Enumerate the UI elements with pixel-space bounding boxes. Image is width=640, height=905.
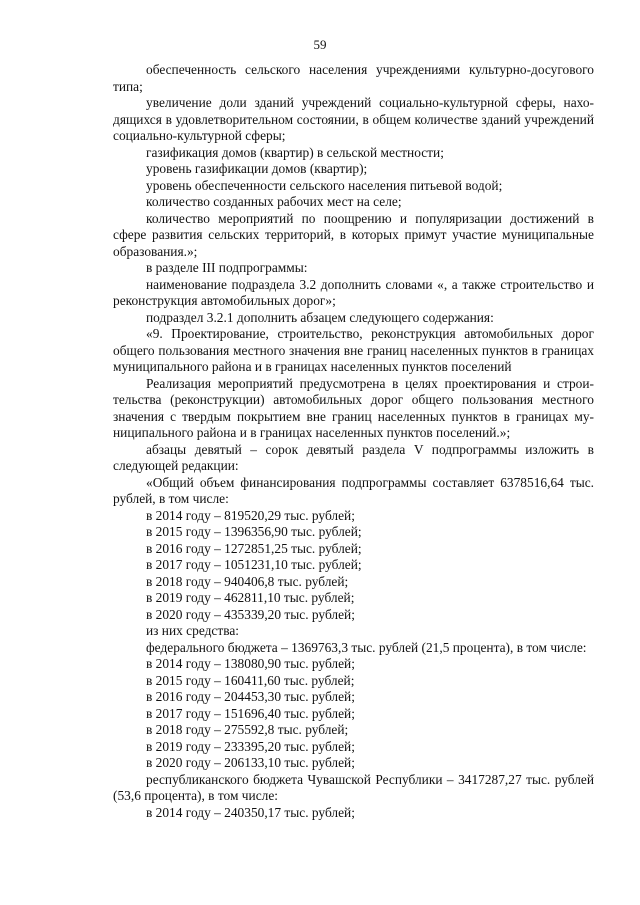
page-number: 59 <box>313 37 327 52</box>
paragraph: обеспеченность сельского населения учреждениями культурно-досугового типа; <box>113 62 594 94</box>
list-item: в 2014 году – 819520,29 тыс. рублей; <box>146 507 355 523</box>
paragraph: абзацы девятый – сорок девятый раздела V подпрограммы изложить в следующей редакции: <box>113 441 594 473</box>
list-item: в 2020 году – 435339,20 тыс. рублей; <box>146 606 355 622</box>
paragraph: в разделе III подпрограммы: <box>146 260 308 275</box>
list-item: в 2014 году – 240350,17 тыс. рублей; <box>146 804 355 820</box>
list-item: в 2016 году – 204453,30 тыс. рублей; <box>146 689 355 704</box>
list-item: в 2020 году – 206133,10 тыс. рублей; <box>146 755 355 770</box>
list-item: в 2015 году – 1396356,90 тыс. рублей; <box>146 524 362 539</box>
list-item: в 2018 году – 940406,8 тыс. рублей; <box>146 573 349 589</box>
paragraph: «Общий объем финансирования подпрограммы составляет 6378516,64 тыс. рублей, в том числе: <box>113 474 594 506</box>
list-item: в 2017 году – 151696,40 тыс. рублей; <box>146 705 355 721</box>
paragraph: подраздел 3.2.1 дополнить абзацем следующего содержания: <box>146 309 494 325</box>
list-item: в 2018 году – 275592,8 тыс. рублей; <box>146 722 349 737</box>
list-item: в 2015 году – 160411,60 тыс. рублей; <box>146 672 355 688</box>
paragraph: уровень газификации домов (квартир); <box>146 161 368 176</box>
document-body <box>113 62 594 821</box>
paragraph: количество мероприятий по поощрению и популяризации достижений в сфере развития сельских территорий, в которых примут участие муниципальные образования.»; <box>113 210 594 259</box>
list-item: в 2016 году – 1272851,25 тыс. рублей; <box>146 540 362 556</box>
paragraph: из них средства: <box>146 623 240 638</box>
paragraph: «9. Проектирование, строительство, реконструкция автомобильных дорог общего пользования местного значения вне границ населенных пунктов в границах муниципального района и в границах населенных пунктов поселений <box>113 326 594 374</box>
paragraph: наименование подраздела 3.2 дополнить словами «, а также строительство и реконструкция автомобильных дорог»; <box>113 276 594 308</box>
list-item: в 2017 году – 1051231,10 тыс. рублей; <box>146 557 362 572</box>
list-item: в 2019 году – 462811,10 тыс. рублей; <box>146 590 355 605</box>
paragraph: увеличение доли зданий учреждений социально-культурной сферы, находящихся в удовлетворительном состоянии, в общем количестве зданий учреждений социально-культурной сферы; <box>113 95 594 143</box>
list-item: в 2019 году – 233395,20 тыс. рублей; <box>146 738 355 754</box>
paragraph: республиканского бюджета Чувашской Республики – 3417287,27 тыс. рублей (53,6 процента), в том числе: <box>113 771 594 803</box>
paragraph: Реализация мероприятий предусмотрена в целях проектирования и строительства (реконструкции) автомобильных дорог общего пользования местного значения с твердым покрытием вне границ населенных пунктов в границах муниципального района и в границах населенных пунктов поселений.»; <box>113 375 594 440</box>
list-item: в 2014 году – 138080,90 тыс. рублей; <box>146 656 355 671</box>
paragraph: газификация домов (квартир) в сельской местности; <box>146 144 444 160</box>
paragraph: количество созданных рабочих мест на селе; <box>146 194 402 209</box>
paragraph: федерального бюджета – 1369763,3 тыс. рублей (21,5 процента), в том числе: <box>146 639 587 655</box>
paragraph: уровень обеспеченности сельского населения питьевой водой; <box>146 177 503 193</box>
